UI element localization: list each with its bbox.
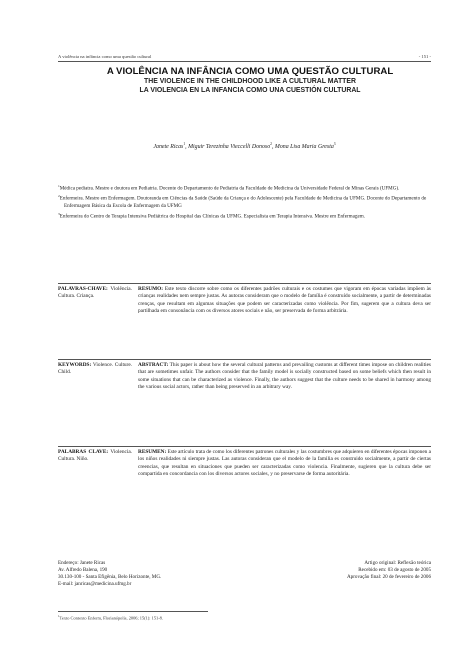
footer-rule: [58, 611, 208, 612]
correspondence-address: [58, 560, 161, 588]
abstract-label: RESUMEN:: [138, 449, 167, 455]
abstract-label: ABSTRACT:: [138, 362, 169, 368]
abstract-rule: [58, 359, 431, 360]
keywords-label: PALABRAS CLAVE:: [58, 449, 109, 455]
abstract-label: RESUMO:: [138, 286, 164, 292]
author-name: Mona Lisa Maria Gresta: [274, 143, 334, 150]
affiliation-text: Médica pediatra. Mestre e doutora em Pediatria. Docente do Departamento de Pediatria da Faculdade de Medicina da Universidade Federal de Minas Gerais (UFMG).: [59, 185, 400, 192]
running-head-title: A violência na infância como uma questão cultural: [58, 54, 152, 59]
abstract-text: This paper is about how the several cultural patterns and prevailing customs at different times impose on children realities that are sometimes unfair. The authors consider that the family model is socially constructed based on some beliefs which then result in some situations that can be characterized as violence. Finally, the authors suggest that the culture needs to be shared in harmony among the various social actors, rather than being preserved in an arbitrary way.: [138, 362, 431, 390]
abstract-english: [58, 362, 431, 391]
running-head: [58, 54, 431, 59]
affiliation-text: Enfermeira. Mestre em Enfermagem. Doutoranda em Ciências da Saúde (Saúde da Criança e do Adolescente) pela Faculdade de Medicina da UFMG. Docente do Departamento de Enfermagem Básica da Escola de Enfermagem da UFMG: [59, 196, 427, 210]
address-line: 30.130-100 - Santa Efigênia, Belo Horizonte, MG.: [58, 574, 162, 581]
journal-citation: [58, 614, 163, 620]
citation-text: Texto Contexto Enferm, Florianópolis, 2006; 15(1): 151-8.: [59, 615, 163, 621]
author-mark: 3: [333, 142, 336, 146]
affiliation-mark: 1: [58, 184, 60, 188]
affiliation-note: [58, 193, 431, 210]
abstract-portuguese: [58, 286, 431, 315]
affiliation-text: Enfermeira do Centro de Terapia Intensiva Pediátrica do Hospital das Clínicas da UFMG. Especialista em Terapia Intensiva. Mestre em Enfermagem.: [59, 213, 365, 220]
author-list: [58, 142, 431, 150]
keywords-spanish: [58, 449, 138, 478]
article-dates: [347, 560, 431, 581]
address-line: Av. Alfredo Balena, 190: [58, 567, 108, 574]
header-rule: [58, 61, 431, 62]
abstract-body: [138, 449, 431, 478]
affiliation-note: [58, 211, 431, 221]
author-separator: ,: [271, 143, 275, 150]
abstract-body: [138, 362, 431, 391]
author-affiliations: [58, 183, 431, 221]
title-spanish: LA VIOLENCIA EN LA INFANCIA COMO UNA CUESTIÓN CULTURAL: [139, 87, 361, 94]
keywords-text: Violência. Cultura. Criança.: [58, 286, 132, 300]
abstract-text: Este texto discorre sobre como os diferentes padrões culturais e os costumes que vigoram em épocas variadas impõem às crianças realidades nem sempre justas. As autoras consideram que o modelo de família é construído socialmente, a partir de determinadas crenças, que resultam em algumas situações que podem ser caracterizadas como violência. Por fim, sugerem que a cultura deva ser partilhada em consonância com os diversos atores sociais e não, ser preservada de forma arbitrária.: [138, 286, 431, 314]
title-portuguese: A VIOLÊNCIA NA INFÂNCIA COMO UMA QUESTÃO CULTURAL: [106, 66, 394, 77]
article-type: Artigo original: Reflexão teórica: [364, 560, 431, 566]
received-date: Recebido em: 03 de agosto de 2005: [358, 567, 431, 574]
affiliation-mark: 2: [58, 194, 60, 199]
abstract-text: Este artículo trata de como los diferentes patrones culturales y las costumbres que adquieren en diferentes épocas imponen a los niños realidades ni siempre justas. Las autoras consideran que el modelo de la familia es construido socialmente, a partir de ciertas creencias, que resultan en situaciones que pueden ser caracterizadas como violencia. Finalmente, sugieren que la cultura debe ser compartida en concordancia con los diversos actores sociales, y no preservarse de forma autoritária.: [138, 449, 432, 477]
keywords-english: [58, 362, 138, 391]
affiliation-note: [58, 183, 431, 193]
email-line: E-mail: janricas@medicina.ufmg.br: [58, 581, 132, 588]
keywords-label: KEYWORDS:: [58, 362, 92, 368]
affiliation-mark: 3: [58, 212, 60, 217]
abstract-spanish: [58, 449, 431, 478]
address-line: Endereço: Janete Ricas: [58, 560, 106, 566]
author-name: Miguir Terezinha Vieccelli Donoso: [188, 143, 271, 150]
author-separator: ,: [185, 143, 189, 150]
keywords-text: Violence. Culture. Child.: [58, 362, 132, 376]
author-mark: 1: [183, 142, 186, 146]
article-titles: [50, 66, 450, 95]
abstract-rule: [58, 446, 431, 447]
page-number: - 151 -: [418, 54, 431, 59]
abstract-rule: [58, 283, 431, 284]
approval-date: Aprovação final: 20 de fevereiro de 2006: [346, 574, 431, 581]
author-mark: 2: [270, 142, 272, 146]
citation-mark: 1: [58, 614, 60, 618]
title-english: THE VIOLENCE IN THE CHILDHOOD LIKE A CULTURAL MATTER: [144, 78, 356, 85]
keywords-portuguese: [58, 286, 138, 315]
keywords-label: PALAVRAS-CHAVE:: [58, 286, 108, 292]
abstract-body: [138, 286, 431, 315]
keywords-text: Violencia. Cultura. Niño.: [58, 449, 133, 463]
author-name: Janete Ricas: [153, 143, 184, 150]
